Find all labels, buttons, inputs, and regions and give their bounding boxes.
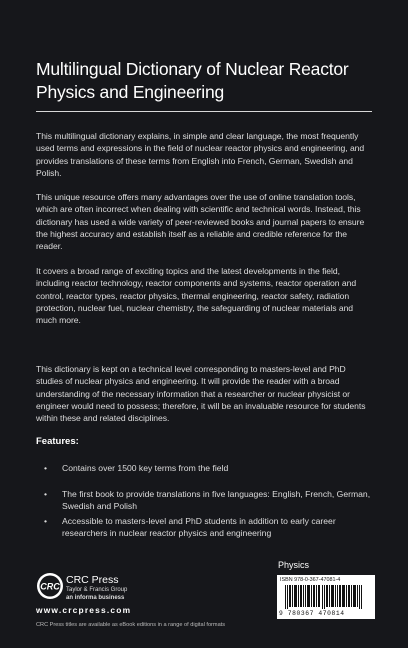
isbn-barcode [277,575,375,619]
isbn-digits: 9 780367 470814 [279,610,345,617]
description-paragraph-1: This multilingual dictionary explains, in simple and clear language, the most frequently used terms and expressions in the field of nuclear reactor physics and engineering, and provides translations of these terms from English into French, German, Swedish and Polish. [36,131,365,178]
barcode-icon [281,585,371,609]
title-divider [36,111,372,112]
description-paragraph-2: This unique resource offers many advantages over the use of online translation tools, which are often incorrect when dealing with scientific and technical words. Instead, this dictionary has used a wide variety of peer-reviewed books and journal papers to ensure the highest accuracy and establish itself as a reliable and credible reference for the reader. [36,192,365,252]
subject-category: Physics [278,560,310,570]
publisher-name: CRC Press [66,574,119,586]
bullet-icon: • [44,516,48,526]
bullet-icon: • [44,463,48,473]
features-heading: Features: [36,436,79,447]
feature-text: The first book to provide translations in five languages: English, French, German, Swedish and Polish [62,489,371,512]
bullet-icon: • [44,489,48,499]
feature-item [44,462,372,474]
logo-text: CRC [40,581,60,592]
crc-logo-icon [36,572,64,600]
description-paragraph-4: This dictionary is kept on a technical level corresponding to masters-level and PhD studies of nuclear physics and engineering. It will provide the reader with a broad understanding of the necessary information that a researcher or nuclear physicist or engineer would need to possess; therefore, it will be an invaluable resource for students within these and related disciplines. [36,364,366,424]
publisher-business: an informa business [66,595,125,601]
book-title: Multilingual Dictionary of Nuclear Reactor Physics and Engineering [36,59,349,102]
ebook-note: CRC Press titles are available as eBook editions in a range of digital formats [36,622,226,628]
description-paragraph-3: It covers a broad range of exciting topics and the latest developments in the field, including reactor technology, reactor components and systems, reactor operation and control, reactor types, reactor physics, thermal engineering, reactor safety, radiation protection, nuclear fuel, nuclear chemistry, the safeguarding of nuclear materials and much more. [36,266,357,326]
feature-text: Contains over 1500 key terms from the field [62,463,229,473]
publisher-website: www.crcpress.com [36,605,132,615]
publisher-group: Taylor & Francis Group [66,587,128,593]
feature-text: Accessible to masters-level and PhD students in addition to early career researchers in nuclear reactor physics and engineering [62,516,336,539]
feature-item [44,515,372,540]
feature-item [44,488,372,513]
isbn-label: ISBN 978-0-367-47081-4 [280,577,341,583]
